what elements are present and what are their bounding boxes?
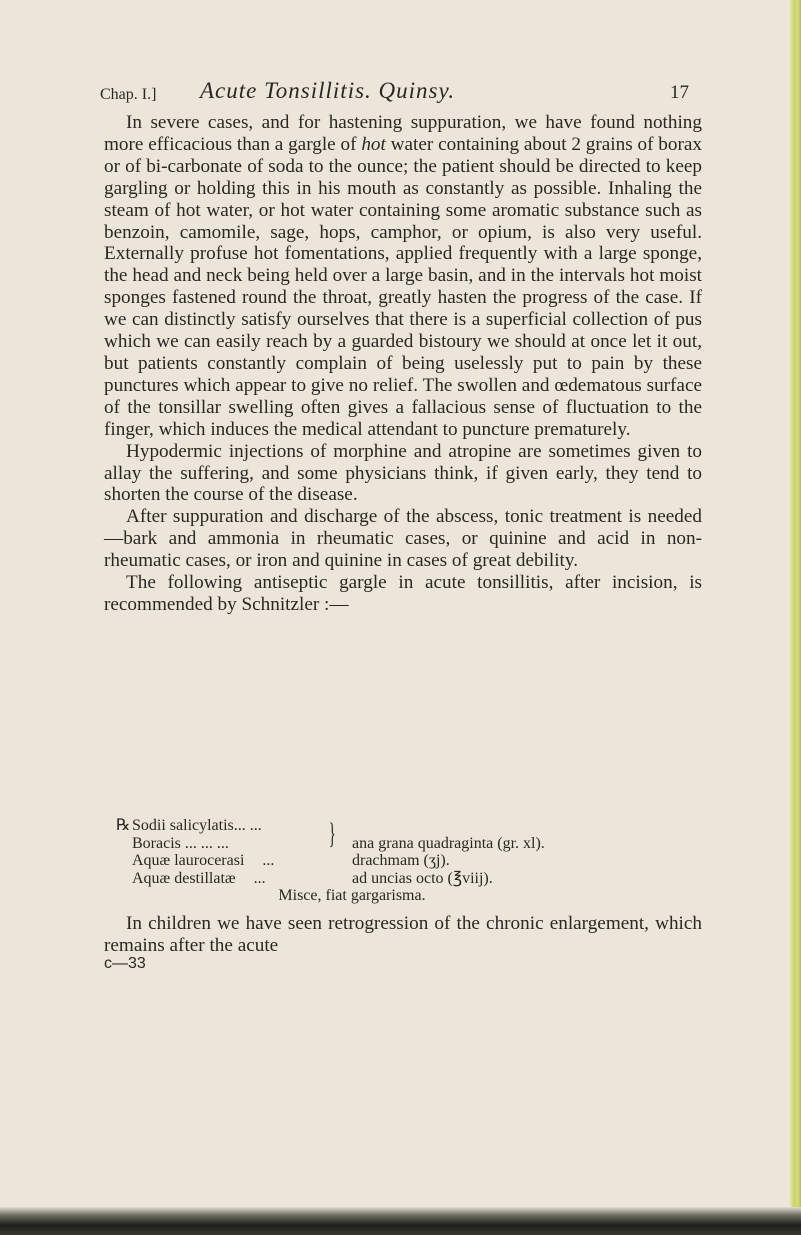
running-header — [100, 76, 700, 112]
prescription-row — [132, 870, 712, 888]
amount: ad uncias octo (℥viij). — [352, 869, 493, 887]
page-edge-bottom — [0, 1207, 801, 1235]
paragraph-tonic: After suppuration and discharge of the abscess, tonic treatment is needed—bark and ammonia in rheumatic cases, or quinine and acid in non-rheumatic cases, or iron and quinine in cases of great debility. — [104, 506, 702, 572]
page-edge-right — [790, 0, 801, 1235]
closing-text — [104, 913, 702, 957]
paragraph-children: In children we have seen retrogression of the chronic enlargement, which remains after the acute — [104, 913, 702, 956]
amount: drachmam (ʒj). — [352, 852, 450, 869]
brace: } — [328, 817, 336, 850]
signature-mark: c—33 — [104, 955, 146, 972]
prescription-directions: Misce, fiat gargarisma. — [278, 887, 426, 904]
ingredient: Aquæ destillatæ ... — [132, 869, 266, 887]
prescription-row — [132, 835, 712, 853]
rx-symbol: ℞ — [116, 817, 131, 834]
ingredient: Aquæ laurocerasi ... — [132, 852, 275, 869]
body-text — [104, 112, 702, 616]
page-number: 17 — [670, 82, 689, 103]
running-title: Acute Tonsillitis. Quinsy. — [200, 78, 456, 103]
ingredient: Boracis ... ... ... — [132, 834, 229, 852]
chapter-label: Chap. I.] — [100, 86, 157, 103]
ingredient: Sodii salicylatis... ... — [132, 817, 262, 834]
prescription-row — [132, 852, 712, 870]
emphasis-hot: hot — [361, 133, 386, 155]
paragraph-gargle: In severe cases, and for hastening suppuration, we have found nothing more efficacious than a gargle of hot water containing about 2 grains of borax or of bi-carbonate of soda to the ounce; the patient should be directed to keep gargling or holding this in his mouth as constantly as possible. Inhaling the steam of hot water, or hot water containing some aromatic substance such as benzoin, camomile, sage, hops, camphor, or opium, is also very useful. Externally profuse hot fomentations, applied frequently with a large sponge, the head and neck being held over a large basin, and in the intervals hot moist sponges fastened round the throat, greatly hasten the progress of the case. If we can distinctly satisfy ourselves that there is a superficial collection of pus which we can easily reach by a guarded bistoury we should at once let it out, but patients constantly complain of being uselessly put to pain by these punctures which appear to give no relief. The swollen and œdematous surface of the tonsillar swelling often gives a fallacious sense of fluctuation to the finger, which induces the medical attendant to puncture prematurely. — [104, 112, 702, 440]
prescription — [116, 817, 712, 905]
paragraph-antiseptic: The following antiseptic gargle in acute tonsillitis, after incision, is recommended by Schnitzler :— — [104, 572, 702, 615]
paragraph-hypodermic: Hypodermic injections of morphine and atropine are sometimes given to allay the suffering, and some physicians think, if given early, they tend to shorten the course of the disease. — [104, 440, 702, 506]
amount: ana grana quadraginta (gr. xl). — [352, 834, 545, 852]
